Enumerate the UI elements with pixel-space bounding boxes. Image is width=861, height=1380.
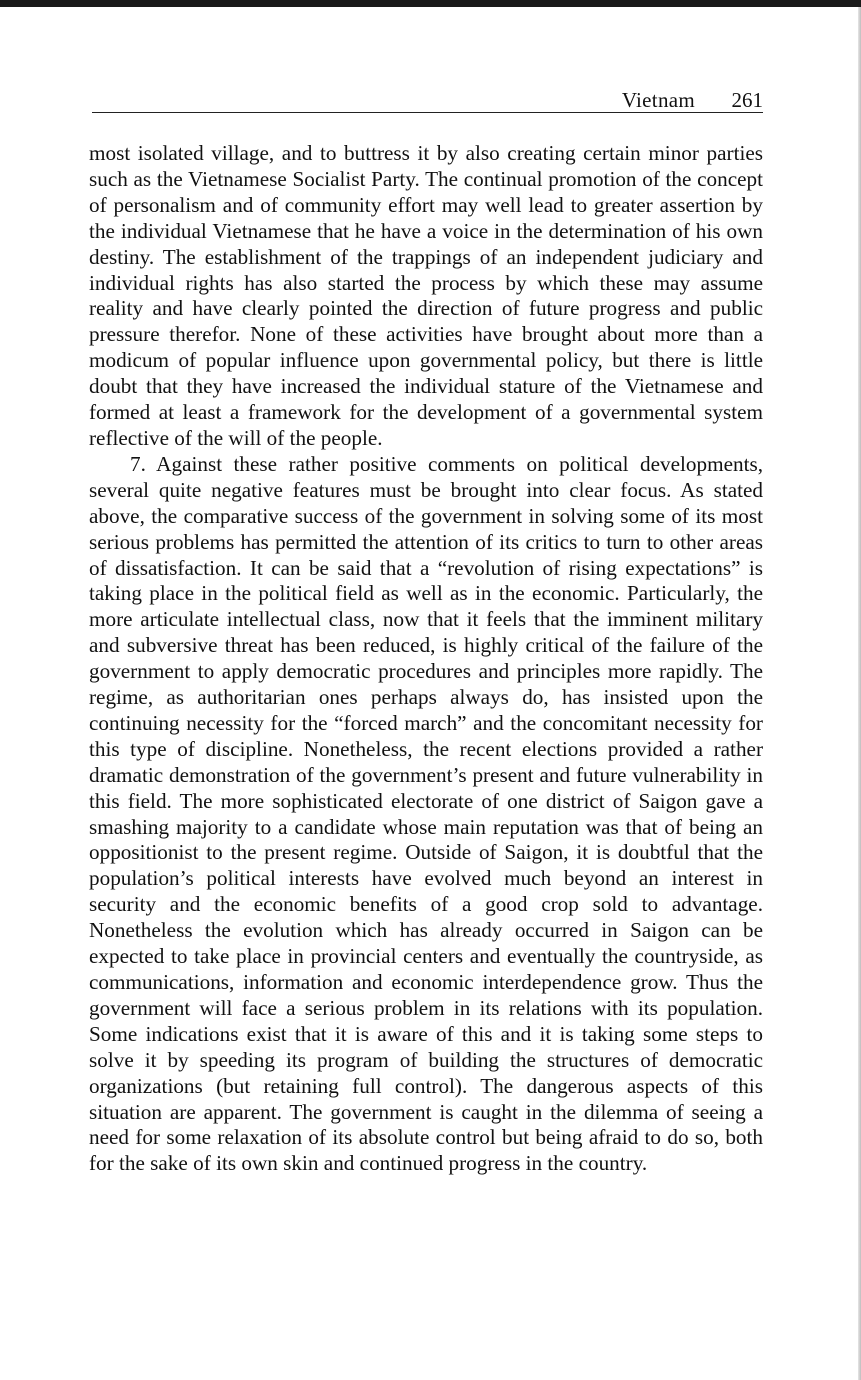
running-head-title: Vietnam xyxy=(621,88,695,112)
body-text xyxy=(89,141,763,1177)
scan-top-border xyxy=(0,0,861,7)
paragraph-7: 7. Against these rather positive comments on political developments, several quite negative features must be brought into clear focus. As stated above, the comparative success of the government in solving some of its most serious problems has permitted the attention of its critics to turn to other areas of dissatisfaction. It can be said that a “revolution of rising expectations” is taking place in the political field as well as in the economic. Particularly, the more articulate intellectual class, now that it feels that the imminent military and subversive threat has been reduced, is highly critical of the failure of the government to apply democratic procedures and principles more rapidly. The regime, as authoritarian ones perhaps always do, has insisted upon the continuing necessity for the “forced march” and the concomitant necessity for this type of discipline. Nonetheless, the recent elections provided a rather dramatic demonstration of the government’s present and future vulnerability in this field. The more sophisticated electorate of one district of Saigon gave a smashing majority to a candidate whose main reputation was that of being an oppositionist to the present regime. Outside of Saigon, it is doubtful that the population’s political interests have evolved much beyond an interest in security and the economic benefits of a good crop sold to advantage. Nonetheless the evolution which has already occurred in Saigon can be expected to take place in provincial centers and eventually the countryside, as communications, information and economic interdependence grow. Thus the government will face a serious problem in its relations with its population. Some indications exist that it is aware of this and it is taking some steps to solve it by speeding its program of building the structures of democratic organizations (but retaining full control). The dangerous aspects of this situation are apparent. The government is caught in the dilemma of seeing a need for some relaxation of its absolute control but being afraid to do so, both for the sake of its own skin and continued progress in the country. xyxy=(89,451,763,1176)
paragraph-continued: most isolated village, and to buttress it by also creating certain minor parties such as the Vietnamese Socialist Party. The continual promotion of the concept of personalism and of community effort may well lead to greater assertion by the individual Vietnamese that he have a voice in the determination of his own destiny. The establishment of the trappings of an independent judiciary and individual rights has also started the process by which these may assume reality and have clearly pointed the direction of future progress and public pressure therefor. None of these activities have brought about more than a modicum of popular influence upon governmental policy, but there is little doubt that they have increased the individual stature of the Vietnamese and formed at least a framework for the development of a governmental system reflective of the will of the people. xyxy=(89,141,763,450)
page-number: 261 xyxy=(731,88,763,112)
running-header xyxy=(92,86,763,113)
